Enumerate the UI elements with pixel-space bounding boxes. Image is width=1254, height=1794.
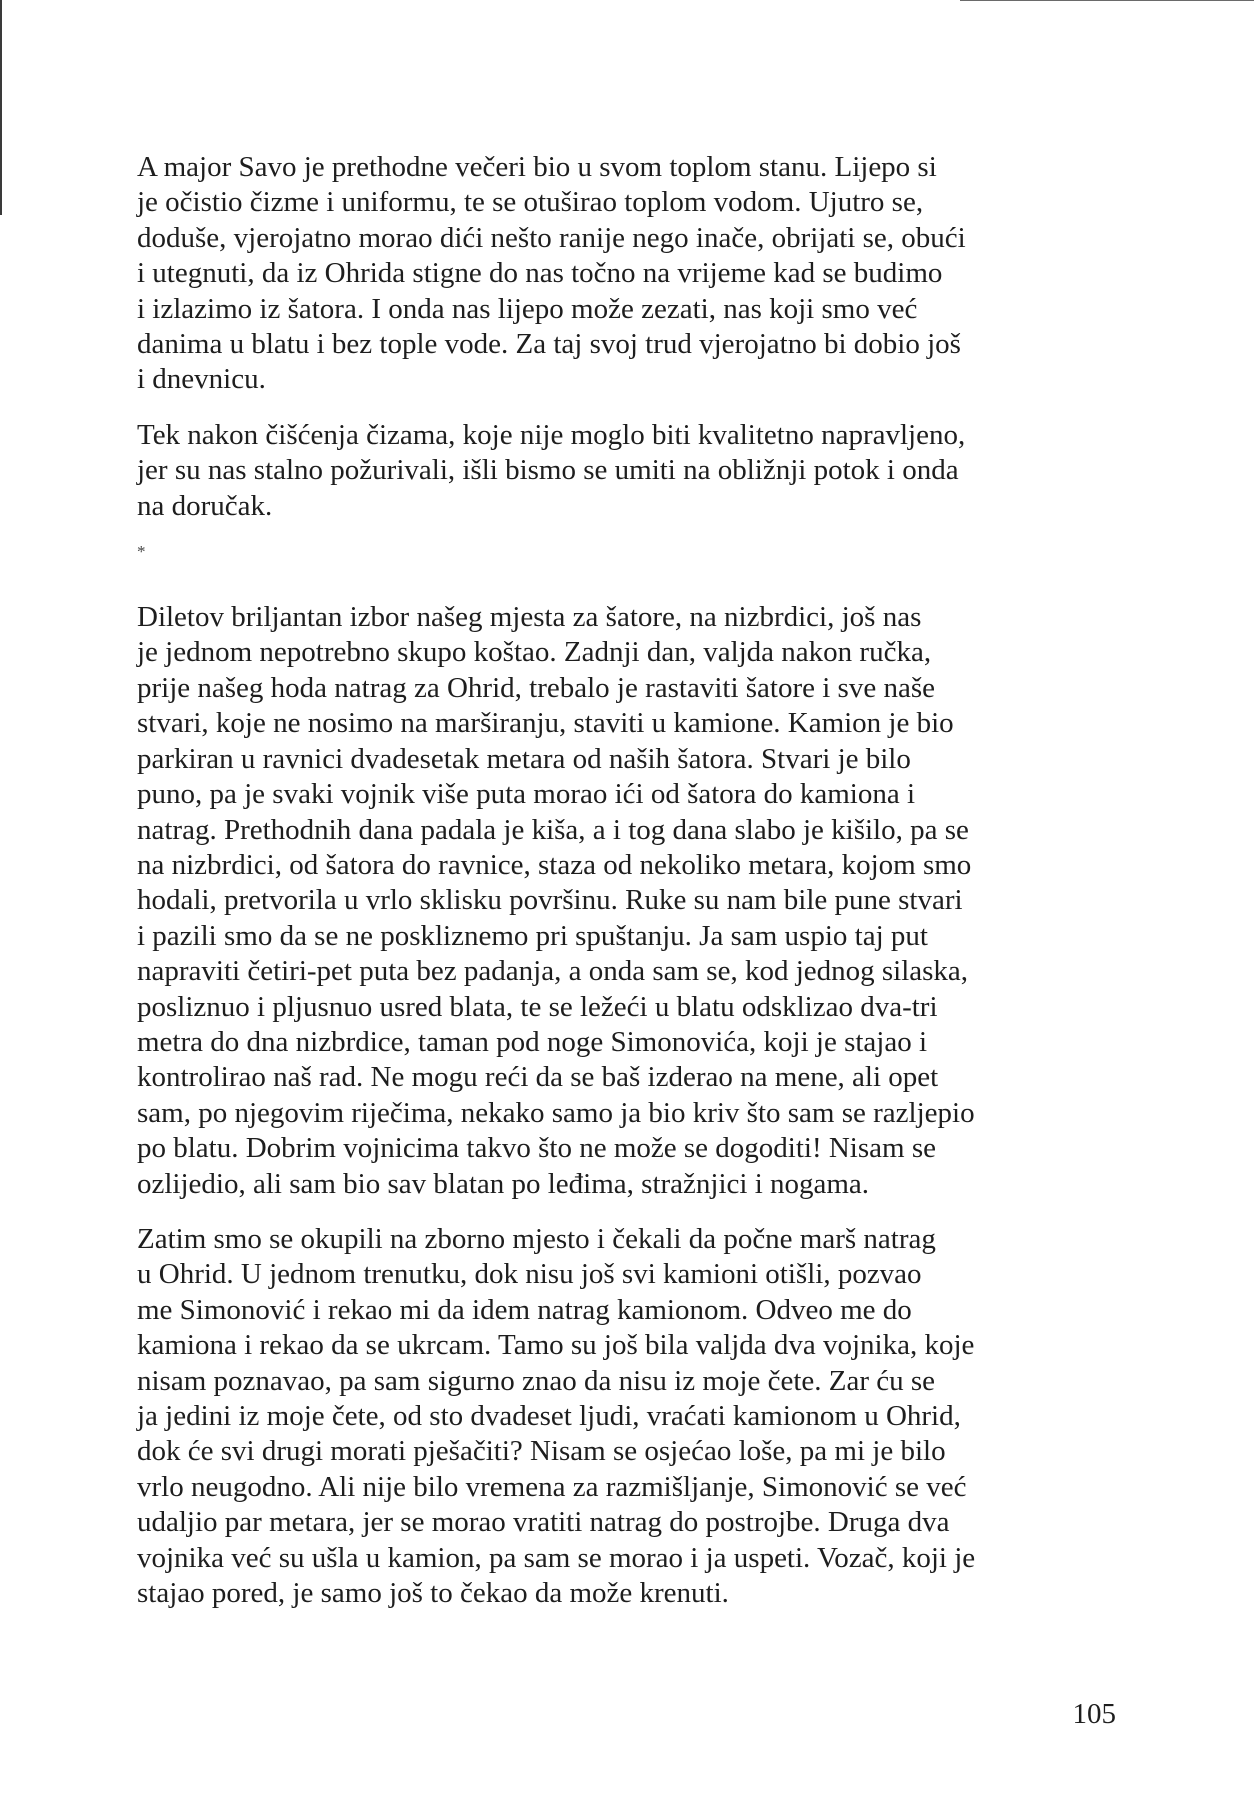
text-line: danima u blatu i bez tople vode. Za taj svoj trud vjerojatno bi dobio još	[137, 328, 961, 361]
text-line: sam, po njegovim riječima, nekako samo ja bio kriv što sam se razljepio	[137, 1096, 975, 1129]
text-line: i dnevnicu.	[137, 363, 266, 396]
text-line: kamiona i rekao da se ukrcam. Tamo su još bila valjda dva vojnika, koje	[137, 1329, 975, 1362]
text-line: Zatim smo se okupili na zborno mjesto i čekali da počne marš natrag	[137, 1222, 936, 1255]
text-line: posliznuo i pljusnuo usred blata, te se ležeći u blatu odsklizao dva-tri	[137, 990, 938, 1023]
text-line: vrlo neugodno. Ali nije bilo vremena za razmišljanje, Simonović se već	[137, 1470, 967, 1503]
section-break-asterisk: *	[137, 542, 146, 562]
text-line: i utegnuti, da iz Ohrida stigne do nas točno na vrijeme kad se budimo	[137, 257, 943, 290]
text-line: po blatu. Dobrim vojnicima takvo što ne može se dogoditi! Nisam se	[137, 1132, 936, 1165]
text-line: stajao pored, je samo još to čekao da može krenuti.	[137, 1577, 729, 1610]
text-line: vojnika već su ušla u kamion, pa sam se morao i ja uspeti. Vozač, koji je	[137, 1541, 976, 1574]
text-line: dok će svi drugi morati pješačiti? Nisam se osjećao loše, pa mi je bilo	[137, 1435, 946, 1468]
paragraph-3	[137, 600, 1137, 1202]
text-line: udaljio par metara, jer se morao vratiti natrag do postrojbe. Druga dva	[137, 1506, 950, 1539]
text-line: natrag. Prethodnih dana padala je kiša, a i tog dana slabo je kišilo, pa se	[137, 813, 969, 846]
paragraph-4	[137, 1222, 1137, 1611]
text-line: nisam poznavao, pa sam sigurno znao da nisu iz moje čete. Zar ću se	[137, 1364, 936, 1397]
text-line: kontrolirao naš rad. Ne mogu reći da se baš izderao na mene, ali opet	[137, 1061, 939, 1094]
text-line: puno, pa je svaki vojnik više puta morao ići od šatora do kamiona i	[137, 778, 916, 811]
text-line: parkiran u ravnici dvadesetak metara od naših šatora. Stvari je bilo	[137, 742, 911, 775]
scan-edge-left	[0, 0, 2, 215]
text-line: u Ohrid. U jednom trenutku, dok nisu još svi kamioni otišli, pozvao	[137, 1258, 922, 1291]
text-line: na doručak.	[137, 489, 273, 522]
text-line: doduše, vjerojatno morao dići nešto ranije nego inače, obrijati se, obući	[137, 221, 966, 254]
text-line: i pazili smo da se ne poskliznemo pri spuštanju. Ja sam uspio taj put	[137, 919, 928, 952]
text-line: ozlijedio, ali sam bio sav blatan po leđima, stražnjici i nogama.	[137, 1167, 870, 1200]
text-line: me Simonović i rekao mi da idem natrag kamionom. Odveo me do	[137, 1293, 912, 1326]
text-line: je očistio čizme i uniformu, te se otuširao toplom vodom. Ujutro se,	[137, 186, 924, 219]
scan-edge-top	[960, 0, 1254, 1]
page-body	[137, 150, 1137, 1611]
text-line: A major Savo je prethodne večeri bio u svom toplom stanu. Lijepo si	[137, 151, 937, 183]
text-line: hodali, pretvorila u vrlo sklisku površinu. Ruke su nam bile pune stvari	[137, 884, 963, 917]
text-line: na nizbrdici, od šatora do ravnice, staza od nekoliko metara, kojom smo	[137, 848, 972, 881]
text-line: je jednom nepotrebno skupo koštao. Zadnji dan, valjda nakon ručka,	[137, 636, 932, 669]
text-line: Diletov briljantan izbor našeg mjesta za šatore, na nizbrdici, još nas	[137, 601, 922, 634]
text-line: metra do dna nizbrdice, taman pod noge Simonovića, koji je stajao i	[137, 1025, 928, 1058]
text-line: Tek nakon čišćenja čizama, koje nije moglo biti kvalitetno napravljeno,	[137, 418, 966, 451]
text-line: ja jedini iz moje čete, od sto dvadeset ljudi, vraćati kamionom u Ohrid,	[137, 1400, 961, 1432]
text-line: jer su nas stalno požurivali, išli bismo se umiti na obližnji potok i onda	[137, 454, 959, 487]
text-line: napraviti četiri-pet puta bez padanja, a onda sam se, kod jednog silaska,	[137, 955, 969, 988]
paragraph-1	[137, 150, 1137, 398]
text-line: i izlazimo iz šatora. I onda nas lijepo može zezati, nas koji smo već	[137, 292, 918, 325]
paragraph-2	[137, 418, 1137, 524]
text-line: prije našeg hoda natrag za Ohrid, trebalo je rastaviti šatore i sve naše	[137, 671, 935, 704]
text-line: stvari, koje ne nosimo na marširanju, staviti u kamione. Kamion je bio	[137, 707, 954, 740]
page-number: 105	[1072, 1698, 1116, 1730]
